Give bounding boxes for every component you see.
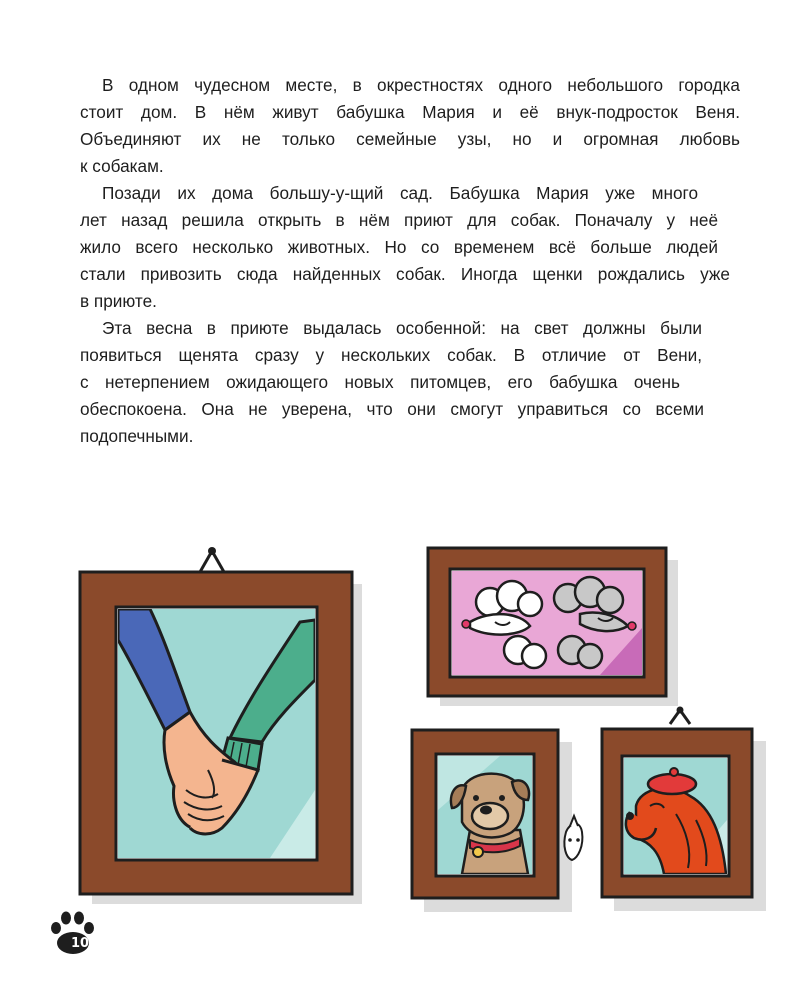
text-line: лет назад решила открыть в нём приют для собак. Поначалу у неё [80,210,718,230]
paragraph-1 [80,72,740,180]
text-line: обеспокоена. Она не уверена, что они смогут управиться со всеми [80,399,704,419]
red-beret [648,774,696,794]
text-line: стоит дом. В нём живут бабушка Мария и её внук-подросток Веня. [80,102,740,122]
page-number: 10 [70,936,90,951]
story-text [80,72,740,450]
text-line: с нетерпением ожидающего новых питомцев, его бабушка очень [80,372,680,392]
text-line: к собакам. [80,156,164,176]
paragraph-2 [80,180,740,315]
frame-holding-hands [80,547,362,904]
frame-red-dog [602,729,766,911]
text-line: Объединяют их не только семейные узы, но и огромная любовь [80,129,740,149]
text-line: в приюте. [80,291,157,311]
text-line: жило всего несколько животных. Но со временем всё больше людей [80,237,718,257]
framed-pictures-illustration [0,470,808,920]
text-line: Позади их дома большу-у-щий сад. Бабушка Мария уже много [102,183,698,203]
text-line: В одном чудесном месте, в окрестностях одного небольшого городка [102,75,740,95]
text-line: появиться щенята сразу у нескольких собак. В отличие от Вени, [80,345,702,365]
text-line: стали привозить сюда найденных собак. Иногда щенки рождались уже [80,264,730,284]
page-number-badge [46,906,106,956]
text-line: подопечными. [80,426,194,446]
frame-beige-dog [412,730,572,912]
paragraph-3 [80,315,740,450]
frame-poodles [428,548,690,724]
text-line: Эта весна в приюте выдалась особенной: на свет должны были [102,318,702,338]
